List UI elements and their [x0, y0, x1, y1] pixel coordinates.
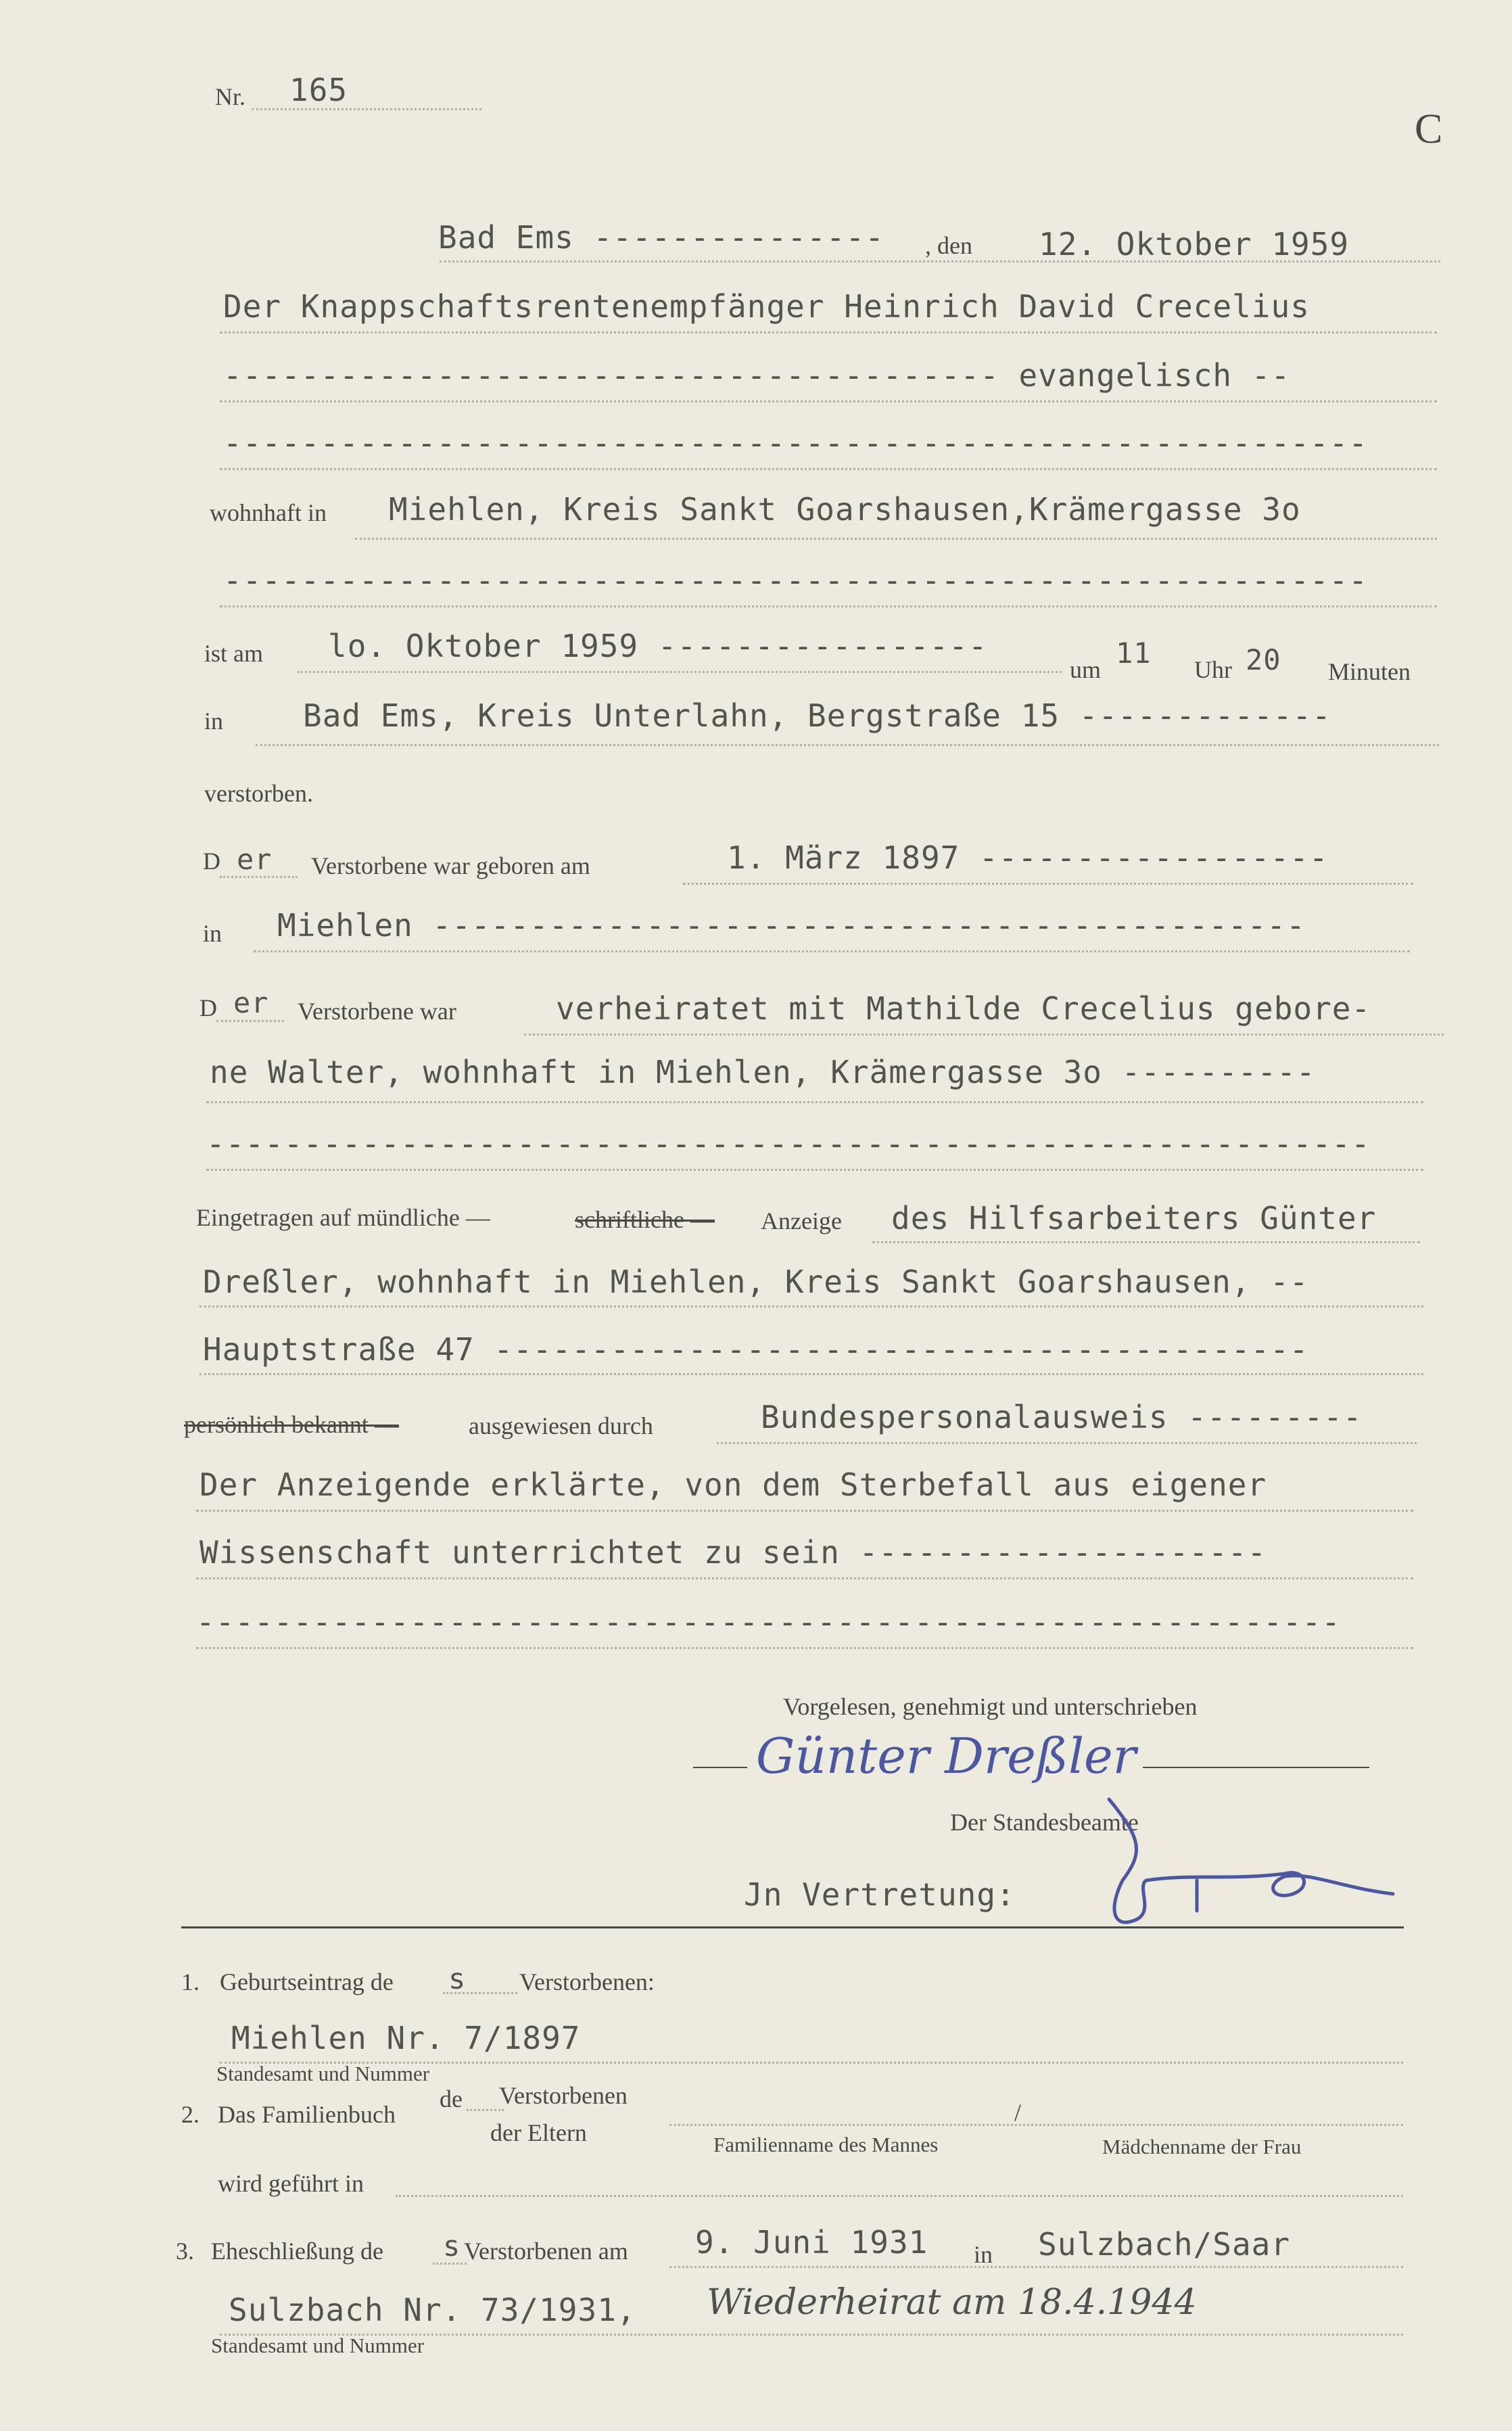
informant-line2: Dreßler, wohnhaft in Miehlen, Kreis Sankt Goarshausen, --	[203, 1264, 1309, 1300]
item2-de: de	[440, 2085, 463, 2112]
struck-schriftliche: schriftliche —	[575, 1206, 715, 1233]
informant-line2-dots	[199, 1305, 1423, 1307]
informant-line1: des Hilfsarbeiters Günter	[891, 1200, 1377, 1236]
death-minutes: 20	[1246, 643, 1281, 676]
informant-line3-dots	[199, 1373, 1423, 1375]
marital-fill-line: ------------------------------------------------------------	[206, 1126, 1371, 1162]
id-document: Bundespersonalausweis ---------	[761, 1399, 1363, 1435]
deceased-line3-dots	[220, 468, 1437, 470]
item3-date-dots	[669, 2266, 1403, 2268]
ausgewiesen-label: ausgewiesen durch	[469, 1412, 653, 1439]
item1-label-a: Geburtseintrag de	[220, 1968, 394, 1995]
den-label: , den	[925, 232, 972, 259]
marital-status-line2: ne Walter, wohnhaft in Miehlen, Krämergasse 3o ----------	[210, 1054, 1316, 1090]
item2-de-dots	[467, 2109, 504, 2111]
marital-line2-dots	[206, 1101, 1423, 1103]
statement-line2: Wissenschaft unterrichtet zu sein ---------------------	[199, 1534, 1267, 1571]
deceased-title-name: Der Knappschaftsrentenempfänger Heinrich David Crecelius	[223, 288, 1310, 325]
informant-signature: Günter Dreßler	[756, 1728, 1137, 1784]
residence-line2-dots	[220, 605, 1437, 607]
registrar-signature	[1082, 1792, 1407, 1935]
eingetragen-label: Eingetragen auf mündliche —	[196, 1204, 490, 1231]
death-place: Bad Ems, Kreis Unterlahn, Bergstraße 15 -------------	[303, 697, 1331, 734]
deceased-line2-dots	[220, 400, 1437, 402]
marriage-place: Sulzbach/Saar	[1038, 2226, 1291, 2263]
verstorben-label: verstorben.	[204, 780, 313, 807]
standesamt-label-1: Standesamt und Nummer	[216, 2062, 430, 2085]
residence-fill-line: -----------------------------------------------------------	[223, 562, 1368, 599]
deceased-fill-line: -----------------------------------------------------------	[223, 425, 1368, 461]
corner-letter: C	[1415, 106, 1443, 152]
remarriage-handwritten-note: Wiederheirat am 18.4.1944	[707, 2282, 1197, 2323]
geboren-label: Verstorbene war geboren am	[311, 852, 590, 879]
item1-number: 1.	[181, 1968, 199, 1995]
nr-dotted-line	[252, 108, 481, 110]
statement1-dots	[196, 1510, 1413, 1512]
marital-d-dots	[216, 1020, 284, 1022]
item3-fill: s	[443, 2229, 461, 2263]
death-place-dots	[256, 744, 1439, 746]
death-hour: 11	[1116, 636, 1152, 670]
item2-eltern: der Eltern	[490, 2119, 587, 2146]
registry-place: Bad Ems ---------------	[438, 219, 884, 256]
item3-in-label: in	[974, 2241, 993, 2268]
section-divider	[181, 1926, 1404, 1928]
minuten-label: Minuten	[1328, 658, 1411, 685]
item2-number: 2.	[181, 2101, 199, 2128]
wohnhaft-dots	[355, 538, 1437, 540]
registry-date: 12. Oktober 1959	[1039, 226, 1350, 262]
familienname-label: Familienname des Mannes	[713, 2133, 939, 2156]
informant-line1-dots	[872, 1241, 1420, 1243]
item3-fill-dots	[433, 2263, 467, 2265]
id-doc-dots	[717, 1442, 1417, 1444]
marriage-date: 9. Juni 1931	[695, 2224, 928, 2261]
item1-fill-dots	[443, 1992, 517, 1994]
informant-address: Hauptstraße 47 ------------------------------------------	[203, 1331, 1309, 1368]
wird-gefuehrt-label: wird geführt in	[218, 2170, 364, 2197]
item1-fill: s	[448, 1962, 467, 1995]
marital-status-line1: verheiratet mit Mathilde Crecelius gebore-	[556, 990, 1371, 1027]
item3-number: 3.	[176, 2238, 194, 2265]
deceased-residence: Miehlen, Kreis Sankt Goarshausen,Krämergasse 3o	[389, 491, 1301, 528]
item1-label-b: Verstorbenen:	[519, 1968, 655, 1995]
signature-line-left	[693, 1767, 747, 1768]
item3-label-a: Eheschließung de	[211, 2238, 383, 2265]
death-date: lo. Oktober 1959 -----------------	[328, 628, 988, 664]
birth-date: 1. März 1897 ------------------	[727, 839, 1329, 876]
struck-persoenlich-bekannt: persönlich bekannt —	[184, 1411, 399, 1438]
statement3-dots	[196, 1647, 1413, 1649]
wohnhaft-label: wohnhaft in	[210, 499, 327, 526]
marriage-registry-number: Sulzbach Nr. 73/1931,	[229, 2292, 636, 2328]
verstorbene-war-label: Verstorbene war	[298, 998, 456, 1025]
deceased-line1-dots	[220, 331, 1437, 333]
item2-verstorbenen: Verstorbenen	[499, 2082, 628, 2109]
death-date-dots	[298, 671, 1062, 673]
birth-d-suffix: er	[237, 843, 273, 876]
standesbeamte-label: Der Standesbeamte	[950, 1809, 1139, 1836]
birth-place-dots	[254, 950, 1410, 952]
birth-in-label: in	[203, 920, 222, 947]
marital-line1-dots	[524, 1034, 1444, 1036]
vorgelesen-label: Vorgelesen, genehmigt und unterschrieben	[783, 1693, 1198, 1720]
deceased-religion: ---------------------------------------- evangelisch --	[223, 357, 1291, 394]
birth-place: Miehlen ---------------------------------------------	[277, 907, 1306, 944]
uhr-label: Uhr	[1194, 656, 1232, 683]
wird-gefuehrt-dots	[396, 2195, 1403, 2197]
um-label: um	[1070, 656, 1102, 683]
item3-label-b: Verstorbenen am	[464, 2238, 628, 2265]
slash: /	[1014, 2099, 1022, 2126]
ist-am-label: ist am	[204, 640, 263, 667]
birth-date-dots	[683, 883, 1413, 885]
statement-line1: Der Anzeigende erklärte, von dem Sterbefall aus eigener	[199, 1466, 1267, 1503]
anzeige-label: Anzeige	[761, 1207, 842, 1234]
statement2-dots	[196, 1577, 1413, 1579]
marital-line3-dots	[206, 1169, 1423, 1171]
maedchenname-label: Mädchenname der Frau	[1102, 2135, 1302, 2158]
nr-value: 165	[289, 72, 348, 108]
birth-d-label: D	[203, 848, 220, 875]
vertretung-label: Jn Vertretung:	[744, 1876, 1016, 1913]
nr-label: Nr.	[215, 83, 245, 110]
familienbuch-dots	[669, 2124, 1403, 2126]
statement-fill-line: -----------------------------------------------------------	[196, 1604, 1341, 1640]
standesamt-label-2: Standesamt und Nummer	[211, 2334, 425, 2357]
signature-line-right	[1143, 1767, 1369, 1768]
death-in-label: in	[204, 708, 224, 735]
marital-d-label: D	[199, 994, 217, 1021]
marital-d-suffix: er	[233, 986, 269, 1019]
birth-d-dots	[220, 876, 298, 878]
birth-registry-number: Miehlen Nr. 7/1897	[231, 2020, 581, 2056]
item2-label: Das Familienbuch	[218, 2101, 396, 2128]
